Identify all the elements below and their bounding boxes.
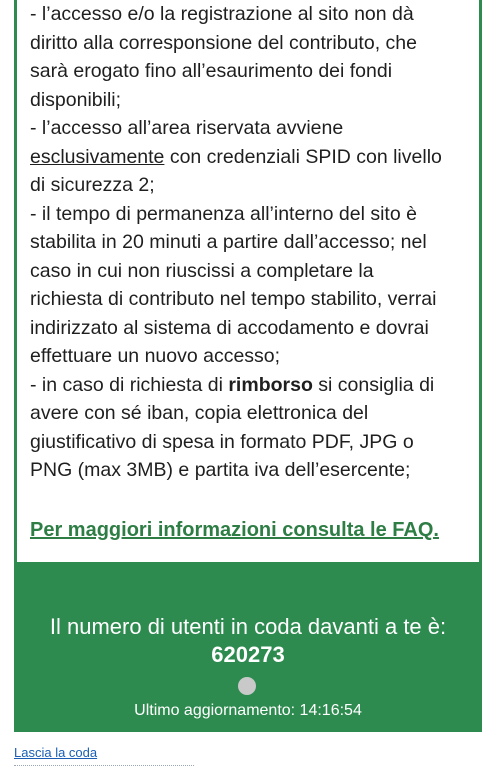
info-line-rest: con credenziali SPID con livello [164,145,442,168]
info-frame [14,0,482,732]
info-line: avere con sé iban, copia elettronica del [30,402,369,424]
info-line: - il tempo di permanenza all’interno del sito è [30,202,417,225]
info-line: - l’accesso e/o la registrazione al sito non dà [30,3,414,25]
queue-label: Il numero di utenti in coda davanti a te è: [49,614,447,639]
queue-count: 620273 [211,642,285,667]
info-line-pre: - in caso di richiesta di [30,373,229,396]
info-line: giustificativo di spesa in formato PDF, JPG o [30,430,414,453]
emphasis-underlined: esclusivamente [30,145,165,168]
last-update-text: Ultimo aggiornamento: 14:16:54 [134,702,362,719]
info-line: effettuare un nuovo accesso; [30,345,281,367]
info-line: sarà erogato fino all’esaurimento dei fondi [30,60,393,82]
queue-panel [17,562,479,729]
emphasis-bold: rimborso [228,373,313,396]
info-line: diritto alla corresponsione del contributo, che [30,31,417,54]
leave-queue-link[interactable]: Lascia la coda [14,745,98,760]
info-line: disponibili; [30,88,122,111]
info-line: di sicurezza 2; [30,174,155,196]
info-line: stabilita in 20 minuti a partire dall’accesso; nel [30,231,427,253]
info-line-post: si consiglia di [312,373,435,396]
info-line: caso in cui non riuscissi a completare la [30,259,374,282]
info-line: indirizzato al sistema di accodamento e dovrai [30,316,429,339]
info-text [30,0,470,485]
faq-link[interactable]: Per maggiori informazioni consulta le FAQ. [30,519,439,541]
info-line: richiesta di contributo nel tempo stabilito, verrai [30,288,437,310]
status-dot-icon [238,677,256,695]
cut-off-text [14,762,194,768]
info-line [30,143,470,172]
info-line: - l’accesso all’area riservata avviene [30,117,344,139]
info-line [30,371,470,400]
info-line: PNG (max 3MB) e partita iva dell’esercente; [30,459,411,481]
